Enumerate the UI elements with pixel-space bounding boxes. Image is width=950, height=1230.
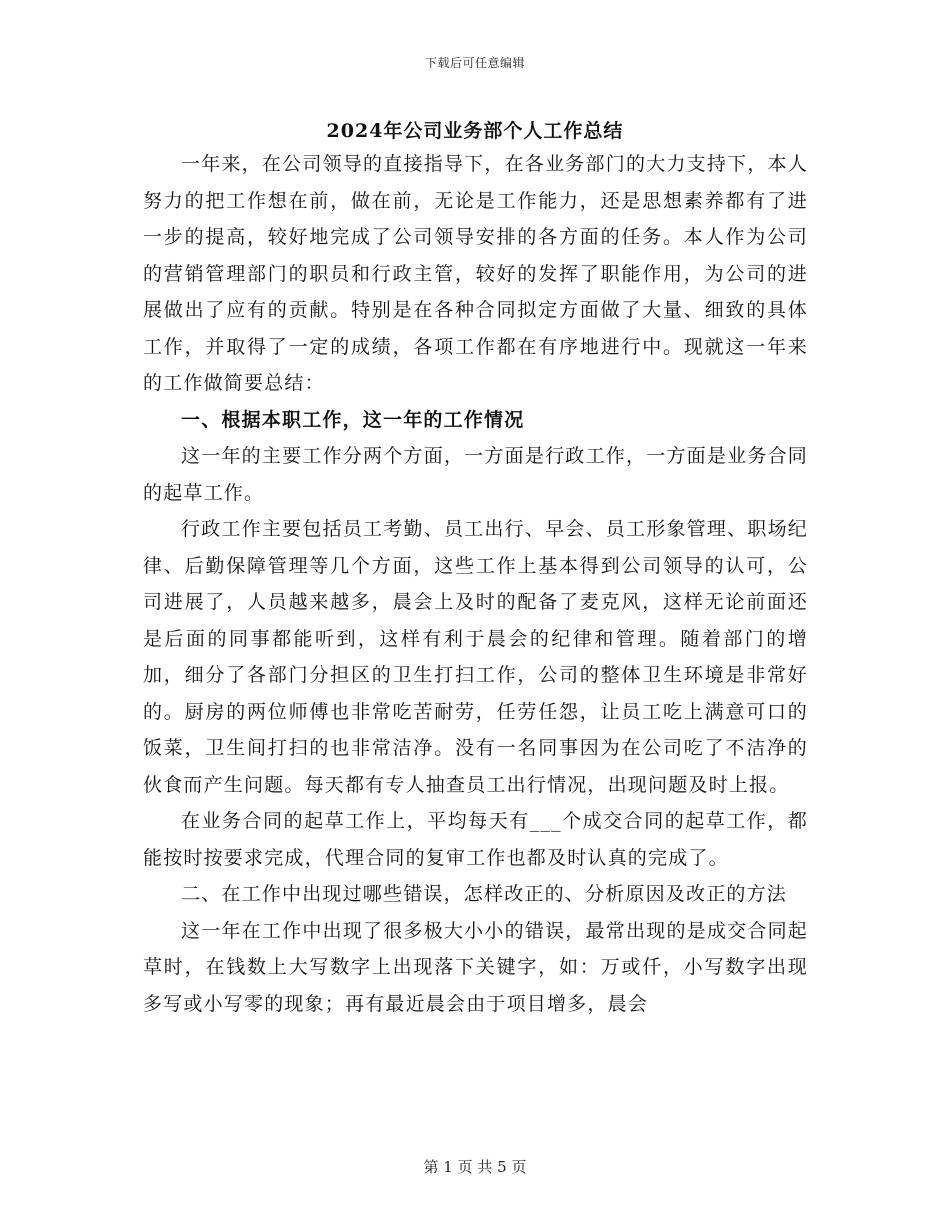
section-heading-errors: 二、在工作中出现过哪些错误，怎样改正的、分析原因及改正的方法 xyxy=(181,883,788,905)
section-heading-work-situation: 一、根据本职工作，这一年的工作情况 xyxy=(181,408,525,431)
paragraph-errors: 这一年在工作中出现了很多极大小小的错误，最常出现的是成交合同起草时，在钱数上大写数字上出现落下关键字，如：万或仟，小写数字出现多写或小写零的现象；再有最近晨会由于项目增多，晨会 xyxy=(143,919,808,1015)
document-title: 2024年公司业务部个人工作总结 xyxy=(326,120,624,142)
document-body xyxy=(143,146,808,1022)
paragraph-main-work: 这一年的主要工作分两个方面，一方面是行政工作，一方面是业务合同的起草工作。 xyxy=(143,445,808,504)
header-note: 下载后可任意编辑 xyxy=(424,56,525,70)
paragraph-contract-work: 在业务合同的起草工作上，平均每天有___个成交合同的起草工作，都能按时按要求完成，代理合同的复审工作也都及时认真的完成了。 xyxy=(143,810,808,869)
page-number: 第 1 页 共 5 页 xyxy=(423,1158,527,1176)
paragraph-intro: 一年来，在公司领导的直接指导下，在各业务部门的大力支持下，本人努力的把工作想在前，做在前，无论是工作能力，还是思想素养都有了进一步的提高，较好地完成了公司领导安排的各方面的任务。本人作为公司的营销管理部门的职员和行政主管，较好的发挥了职能作用，为公司的进展做出了应有的贡献。特别是在各种合同拟定方面做了大量、细致的具体工作，并取得了一定的成绩，各项工作都在有序地进行中。现就这一年来的工作做简要总结： xyxy=(143,153,808,394)
paragraph-admin-work: 行政工作主要包括员工考勤、员工出行、早会、员工形象管理、职场纪律、后勤保障管理等几个方面，这些工作上基本得到公司领导的认可，公司进展了，人员越来越多，晨会上及时的配备了麦克风，这样无论前面还是后面的同事都能听到，这样有利于晨会的纪律和管理。随着部门的增加，细分了各部门分担区的卫生打扫工作，公司的整体卫生环境是非常好的。厨房的两位师傅也非常吃苦耐劳，任劳任怨，让员工吃上满意可口的饭菜，卫生间打扫的也非常洁净。没有一名同事因为在公司吃了不洁净的伙食而产生问题。每天都有专人抽查员工出行情况，出现问题及时上报。 xyxy=(143,518,808,796)
